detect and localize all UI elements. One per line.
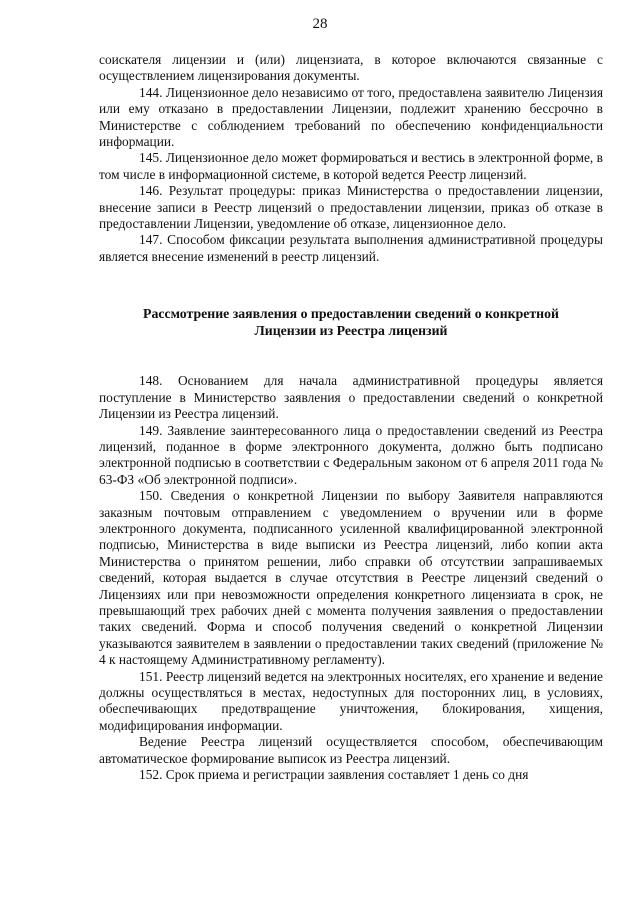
paragraph: 151. Реестр лицензий ведется на электронных носителях, его хранение и ведение должны осуществляться в местах, недоступных для посторонних лиц, в условиях, обеспечивающих предотвращение уничтожения, блокирования, хищения, модифицирования информации. — [99, 668, 603, 733]
paragraphs-before-heading — [99, 52, 603, 265]
page-number: 28 — [312, 16, 328, 32]
section-heading-line-2: Лицензии из Реестра лицензий — [254, 323, 448, 339]
paragraph: 145. Лицензионное дело может формироваться и вестись в электронной форме, в том числе в информационной системе, в которой ведется Реестр лицензий. — [99, 150, 603, 182]
paragraph: 146. Результат процедуры: приказ Министерства о предоставлении лицензии, внесение записи в Реестр лицензий о предоставлении лицензии, приказ об отказе в предоставлении Лицензии, уведомление об отказе, лицензионное дело. — [99, 183, 603, 232]
paragraph: 147. Способом фиксации результата выполнения административной процедуры является внесение изменений в реестр лицензий. — [99, 232, 603, 264]
section-heading-line-1: Рассмотрение заявления о предоставлении сведений о конкретной — [143, 306, 559, 322]
paragraph: Ведение Реестра лицензий осуществляется способом, обеспечивающим автоматическое формирование выписок из Реестра лицензий. — [99, 734, 603, 766]
section-heading — [99, 305, 603, 339]
paragraph: соискателя лицензии и (или) лицензиата, в которое включаются связанные с осуществлением лицензирования документы. — [99, 52, 603, 84]
paragraph: 152. Срок приема и регистрации заявления составляет 1 день со дня — [139, 767, 529, 783]
paragraph: 148. Основанием для начала административной процедуры является поступление в Министерство заявления о предоставлении сведений о конкретной Лицензии из Реестра лицензий. — [99, 373, 603, 422]
paragraph: 149. Заявление заинтересованного лица о предоставлении сведений из Реестра лицензий, поданное в форме электронного документа, должно быть подписано электронной подписью в соответствии с Федеральным законом от 6 апреля 2011 года № 63-ФЗ «Об электронной подписи». — [99, 422, 603, 487]
paragraph: 150. Сведения о конкретной Лицензии по выбору Заявителя направляются заказным почтовым отправлением с уведомлением о вручении или в форме электронного документа, подписанного усиленной квалифицированной электронной подписью, Министерства в виде выписки из Реестра лицензий, либо копии акта Министерства о принятом решении, либо справки об отсутствии запрашиваемых сведений, которая выдается в случае отсутствия в Реестре лицензий сведений о Лицензиях или при невозможности определения конкретного лицензиата в срок, не превышающий трех рабочих дней с момента получения заявления о предоставлении таких сведений. Форма и способ получения сведений о конкретной Лицензии указываются заявителем в заявлении о предоставлении таких сведений (приложение № 4 к настоящему Административному регламенту). — [99, 488, 603, 668]
page-content — [99, 52, 603, 783]
paragraphs-after-heading — [99, 373, 603, 783]
paragraph: 144. Лицензионное дело независимо от того, предоставлена заявителю Лицензия или ему отказано в предоставлении Лицензии, подлежит хранению бессрочно в Министерстве с соблюдением требований по обеспечению конфиденциальности информации. — [99, 84, 603, 150]
